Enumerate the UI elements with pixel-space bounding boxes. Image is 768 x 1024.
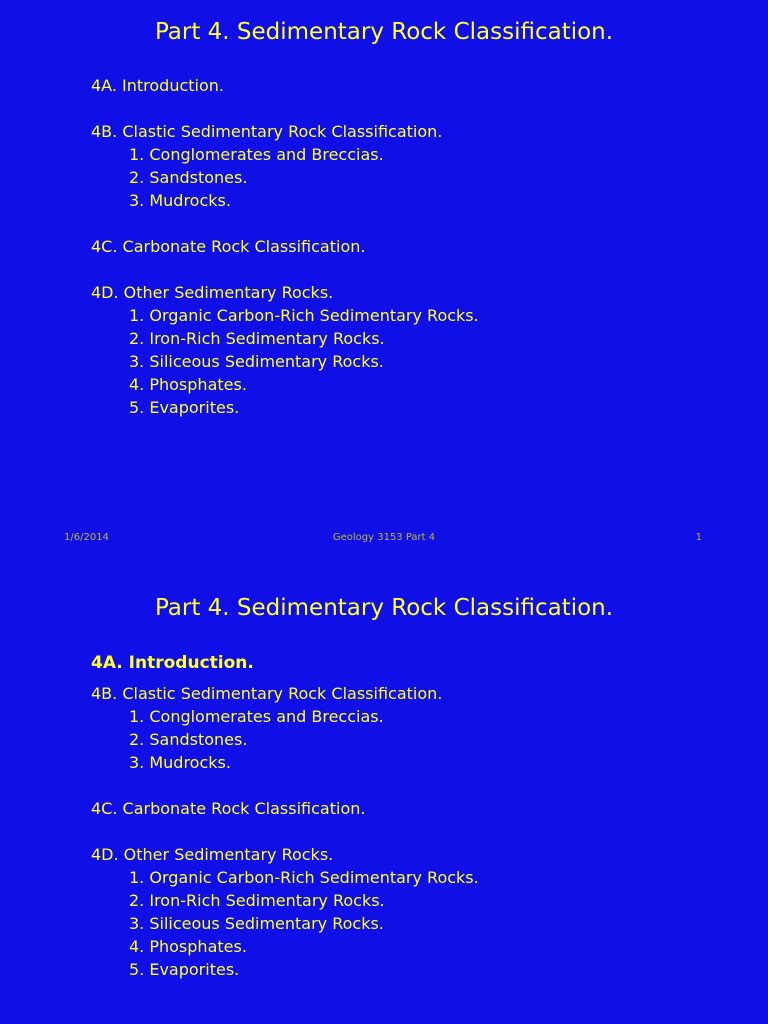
outline-item-4a-highlighted: 4A. Introduction. (91, 653, 254, 673)
outline-subitem-mudrocks: 3. Mudrocks. (129, 753, 231, 772)
outline-item-4a: 4A. Introduction. (91, 76, 224, 95)
outline-subitem-organic-carbon: 1. Organic Carbon-Rich Sedimentary Rocks. (129, 306, 479, 325)
outline-subitem-sandstones: 2. Sandstones. (129, 168, 248, 187)
slide-2 (0, 558, 768, 1024)
outline-list (91, 650, 479, 981)
outline-subitem-siliceous: 3. Siliceous Sedimentary Rocks. (129, 352, 384, 371)
footer-page-number: 1 (695, 532, 702, 543)
outline-subitem-iron-rich: 2. Iron-Rich Sedimentary Rocks. (129, 329, 385, 348)
outline-item-4b: 4B. Clastic Sedimentary Rock Classification. (91, 684, 443, 703)
outline-subitem-conglomerates: 1. Conglomerates and Breccias. (129, 145, 384, 164)
slide-title: Part 4. Sedimentary Rock Classification. (154, 19, 614, 45)
outline-item-4b: 4B. Clastic Sedimentary Rock Classification. (91, 122, 443, 141)
outline-subitem-phosphates: 4. Phosphates. (129, 375, 247, 394)
outline-item-4d: 4D. Other Sedimentary Rocks. (91, 845, 334, 864)
outline-subitem-evaporites: 5. Evaporites. (129, 960, 240, 979)
outline-subitem-iron-rich: 2. Iron-Rich Sedimentary Rocks. (129, 891, 385, 910)
outline-subitem-evaporites: 5. Evaporites. (129, 398, 240, 417)
outline-subitem-mudrocks: 3. Mudrocks. (129, 191, 231, 210)
outline-subitem-sandstones: 2. Sandstones. (129, 730, 248, 749)
outline-list (91, 74, 479, 419)
outline-item-4c: 4C. Carbonate Rock Classification. (91, 237, 366, 256)
slide-footer (0, 531, 768, 545)
footer-course: Geology 3153 Part 4 (332, 532, 436, 543)
outline-subitem-siliceous: 3. Siliceous Sedimentary Rocks. (129, 914, 384, 933)
outline-item-4c: 4C. Carbonate Rock Classification. (91, 799, 366, 818)
footer-date: 1/6/2014 (64, 532, 109, 543)
outline-subitem-conglomerates: 1. Conglomerates and Breccias. (129, 707, 384, 726)
outline-subitem-phosphates: 4. Phosphates. (129, 937, 247, 956)
outline-subitem-organic-carbon: 1. Organic Carbon-Rich Sedimentary Rocks. (129, 868, 479, 887)
outline-item-4d: 4D. Other Sedimentary Rocks. (91, 283, 334, 302)
slide-title: Part 4. Sedimentary Rock Classification. (154, 595, 614, 621)
